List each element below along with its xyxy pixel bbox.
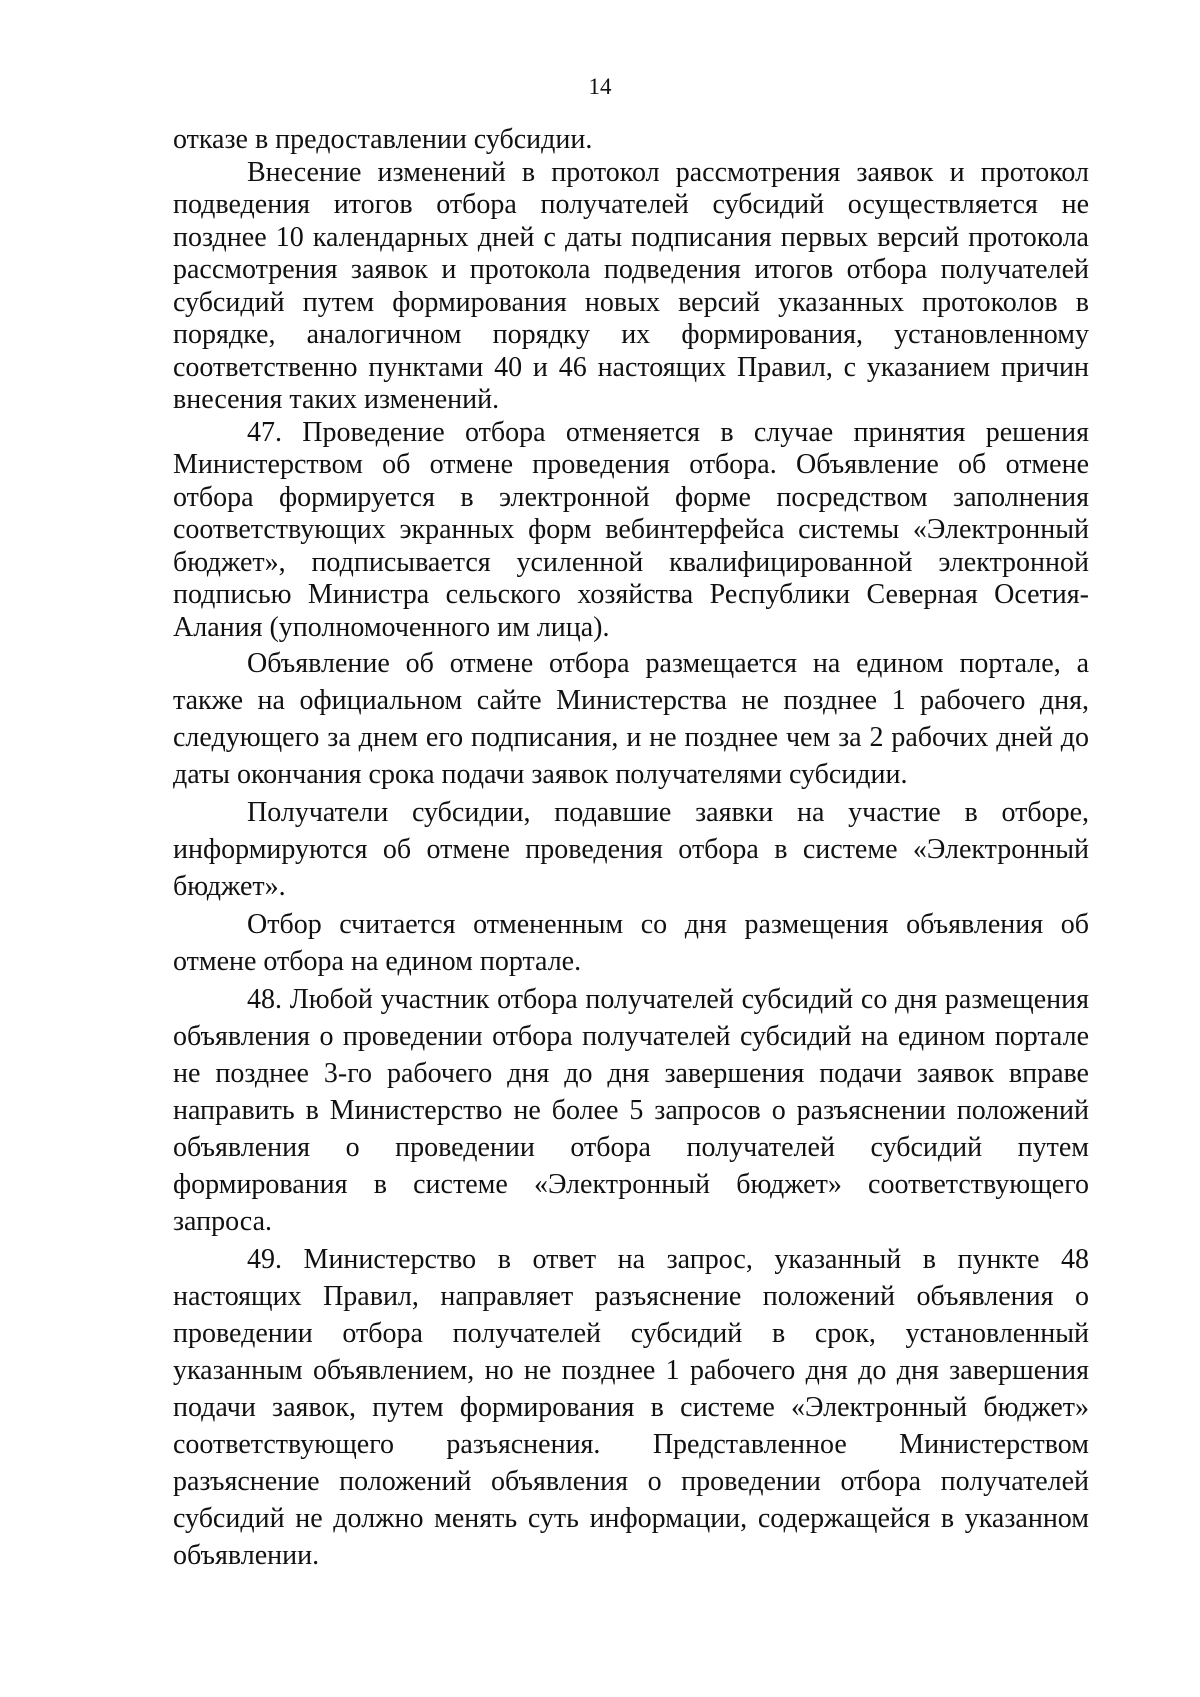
page-number: 14 <box>588 74 612 99</box>
document-body <box>173 124 1089 1574</box>
paragraph-47-cancellation: 47. Проведение отбора отменяется в случае принятия решения Министерством об отмене проведения отбора. Объявление об отмене отбора формируется в электронной форме посредством заполнения соответствующих экранных форм вебинтерфейса системы «Электронный бюджет», подписывается усиленной квалифицированной электронной подписью Министра сельского хозяйства Республики Северная Осетия-Алания (уполномоченного им лица). <box>173 416 1089 643</box>
paragraph-continuation: отказе в предоставлении субсидии. <box>173 124 593 155</box>
paragraph-49-clarification: 49. Министерство в ответ на запрос, указанный в пункте 48 настоящих Правил, направляет разъяснение положений объявления о проведении отбора получателей субсидий в срок, установленный указанным объявлением, но не позднее 1 рабочего дня до дня завершения подачи заявок, путем формирования в системе «Электронный бюджет» соответствующего разъяснения. Представленное Министерством разъяснение положений объявления о проведении отбора получателей субсидий не должно менять суть информации, содержащейся в указанном объявлении. <box>173 1244 1089 1571</box>
paragraph-protocol-changes: Внесение изменений в протокол рассмотрения заявок и протокол подведения итогов отбора получателей субсидий осуществляется не позднее 10 календарных дней с даты подписания первых версий протокола рассмотрения заявок и протокола подведения итогов отбора получателей субсидий путем формирования новых версий указанных протоколов в порядке, аналогичном порядку их формирования, установленному соответственно пунктами 40 и 46 настоящих Правил, с указанием причин внесения таких изменений. <box>173 156 1089 415</box>
paragraph-cancellation-notice: Объявление об отмене отбора размещается на едином портале, а также на официальном сайте Министерства не позднее 1 рабочего дня, следующего за днем его подписания, и не позднее чем за 2 рабочих дней до даты окончания срока подачи заявок получателями субсидии. <box>173 648 1089 790</box>
paragraph-applicants-informed: Получатели субсидии, подавшие заявки на участие в отборе, информируются об отмене проведения отбора в системе «Электронный бюджет». <box>173 797 1089 902</box>
paragraph-selection-cancelled: Отбор считается отмененным со дня размещения объявления об отмене отбора на едином портале. <box>173 909 1089 977</box>
paragraph-48-requests: 48. Любой участник отбора получателей субсидий со дня размещения объявления о проведении отбора получателей субсидий на едином портале не позднее 3-го рабочего дня до дня завершения подачи заявок вправе направить в Министерство не более 5 запросов о разъяснении положений объявления о проведении отбора получателей субсидий путем формирования в системе «Электронный бюджет» соответствующего запроса. <box>173 984 1089 1237</box>
